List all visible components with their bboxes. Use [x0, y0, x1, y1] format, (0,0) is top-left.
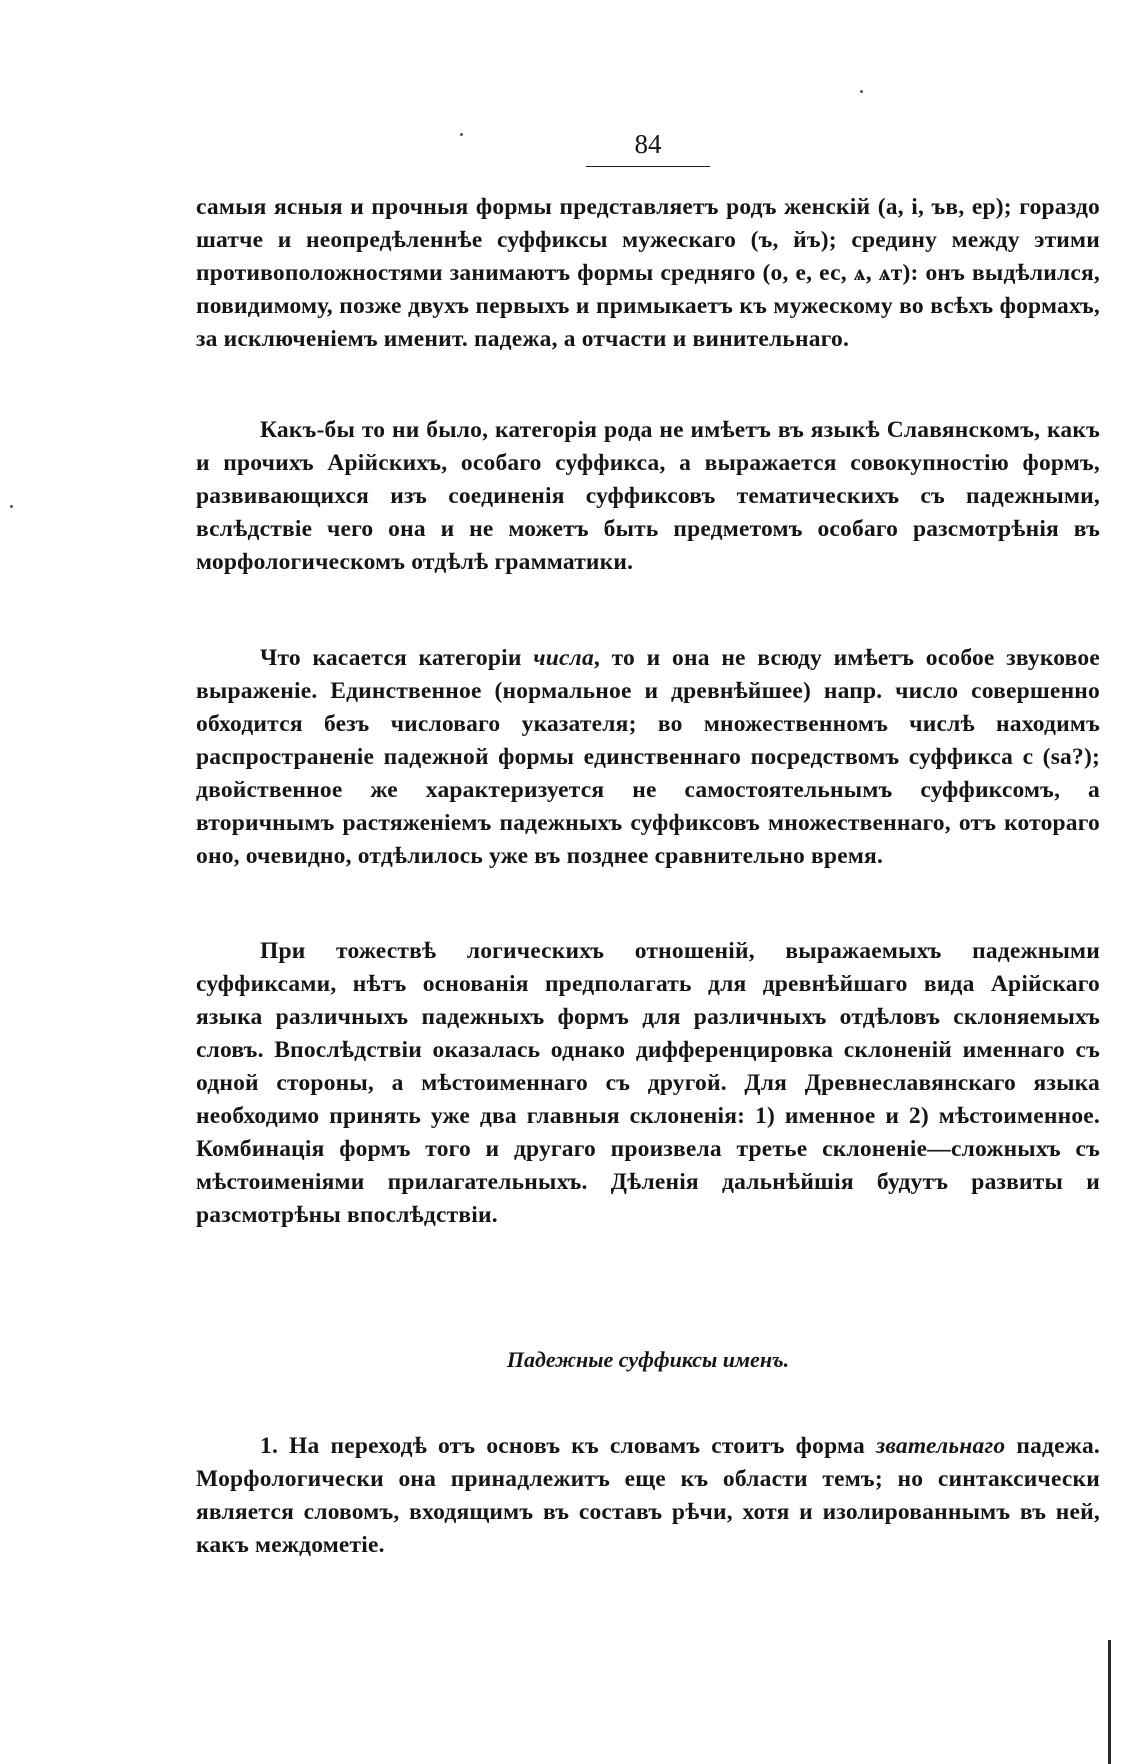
- italic-term: звательнаго: [876, 1433, 1006, 1459]
- paragraph-text: [196, 642, 1100, 873]
- page-number: 84: [634, 129, 662, 159]
- text-run: падежа. Морфологически она принадлежитъ еще къ области темъ; но синтаксически является словомъ, входящимъ въ составъ рѣчи, хотя и изолированнымъ въ ней, какъ междометіе.: [196, 1433, 1101, 1558]
- paragraph-number-category: [196, 642, 1100, 873]
- page-number-rule: [586, 166, 710, 167]
- scan-speck: [860, 90, 863, 93]
- paragraph-gender-category: [196, 414, 1100, 579]
- italic-term: числа: [533, 645, 594, 671]
- paragraph-text: Какъ-бы то ни было, категорія рода не имѣетъ въ языкѣ Славянскомъ, какъ и прочихъ Арійскихъ, особаго суффикса, а выражается совокупностію формъ, развивающихся изъ соединенія суффиксовъ тематическихъ съ падежными, вслѣдствіе чего она и не можетъ быть предметомъ особаго разсмотрѣнія въ морфологическомъ отдѣлѣ грамматики.: [196, 417, 1100, 575]
- paragraph-declensions: [196, 935, 1100, 1232]
- paragraph-text: При тожествѣ логическихъ отношеній, выражаемыхъ падежными суффиксами, нѣтъ основанія предполагать для древнѣйшаго вида Арійскаго языка различныхъ падежныхъ формъ для различныхъ отдѣловъ склоняемыхъ словъ. Впослѣдствіи оказалась однако дифференцировка склоненій именнаго съ одной стороны, а мѣстоименнаго съ другой. Для Древнеславянскаго языка необходимо принять уже два главныя склоненія: 1) именное и 2) мѣстоименное. Комбинація формъ того и другаго произвела третье склоненіе—сложныхъ съ мѣстоименіями прилагательныхъ. Дѣленія дальнѣйшія будутъ развиты и разсмотрѣны впослѣдствіи.: [196, 938, 1100, 1228]
- scan-edge-line: [1108, 1640, 1111, 1764]
- paragraph-gender-forms: [196, 191, 1100, 356]
- scan-speck: [10, 505, 13, 508]
- paragraph-vocative: [196, 1430, 1100, 1562]
- paragraph-text: самыя ясныя и прочныя формы представляетъ родъ женскій (а, і, ъв, ер); гораздо шатче и неопредѣленнѣе суффиксы мужескаго (ъ, йъ); средину между этими противоположностями занимаютъ формы средняго (о, е, ес, ѧ, ѧт): онъ выдѣлился, повидимому, позже двухъ первыхъ и примыкаетъ къ мужескому во всѣхъ формахъ, за исключеніемъ именит. падежа, а отчасти и винительнаго.: [196, 194, 1100, 352]
- text-run: 1. На переходѣ отъ основъ къ словамъ стоитъ форма: [260, 1433, 877, 1459]
- text-run: Что касается категоріи: [260, 645, 534, 671]
- section-heading: Падежные суффиксы именъ.: [506, 1347, 790, 1372]
- text-run: , то и она не всюду имѣетъ особое звуковое выраженіе. Единственное (нормальное и древнѣйшее) напр. число совершенно обходится безъ числоваго указателя; во множественномъ числѣ находимъ распространеніе падежной формы единственнаго посредствомъ суффикса с (sa?); двойственное же характеризуется не самостоятельнымъ суффиксомъ, а вторичнымъ растяженіемъ падежныхъ суффиксовъ множественнаго, отъ котораго оно, очевидно, отдѣлилось уже въ позднее сравнительно время.: [196, 645, 1100, 869]
- scan-speck: [460, 133, 463, 136]
- paragraph-text: [196, 1430, 1100, 1562]
